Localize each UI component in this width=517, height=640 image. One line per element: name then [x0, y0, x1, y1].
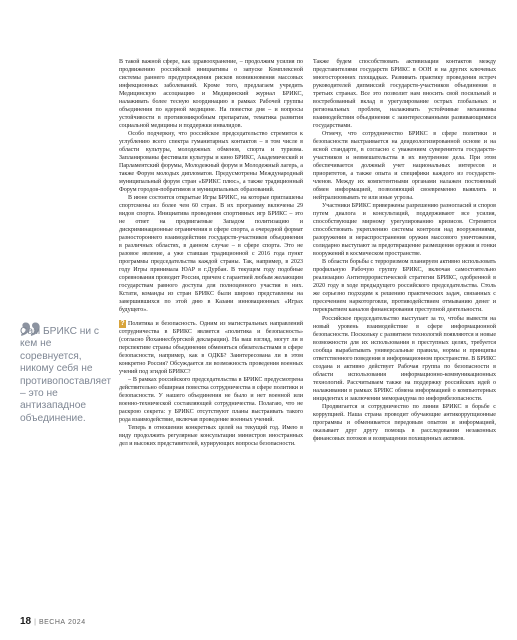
question-badge-icon: ? [120, 319, 125, 327]
article-column-right [313, 58, 496, 443]
page-footer [20, 616, 86, 627]
article-paragraph: В июне состоятся открытые Игры БРИКС, на которые приглашены спортсмены из более чем 60 стран. В их программу включены 29 видов спорта. Инициатива проведения спортивных игр БРИКС – это не ответ на продвигаемые Западом политизацию и дискриминационные ограничения в сфере спорта, а очередной формат разностороннего взаимодействия государств-участников объединения в различных областях, в данном случае – в сфере спорта. Это не разовое явление, а уже ставшая традиционной с 2016 года пункт программы председательства каждой страны. Так, например, в 2023 году Игры принимала ЮАР в г.Дурбан. В текущем году подобные соревнования проводит Россия, причем с гарантией любым желающим государствам равного доступа для полноценного участия в них. Кстати, команды из стран БРИКС были широко представлены на завершившихся по этой дню в Казани инновационных «Играх будущего». [119, 195, 303, 314]
interview-question [119, 320, 303, 376]
issue-label: ВЕСНА 2024 [38, 619, 86, 626]
article-paragraph: Отмечу, что сотрудничество БРИКС в сфере политики и безопасности выстраивается на деидеологизированной основе и на ясной стандарте, в согласно с уважением суверенитета государств-участников и невмешательства в их внутренние дела. При этом обеспечивается должный учет национальных интересов и приоритетов, а также опыта и специфики каждого из государств-членов. Между их компетентными органами налажен постоянный обмен информацией, позволяющий своевременно выявлять и нейтрализовывать те или иные угрозы. [313, 131, 496, 202]
question-text: Политика и безопасность. Одним из магистральных направлений сотрудничества в БРИКС является «политика и безопасность» (согласно Йоханнесбургской декларации). На ваш взгляд, могут ли в перспективе страны объединения обменяться обязательствами в сфере безопасности, например, как в ОДКБ? Заинтересована ли в этом конкретно Россия? Обсуждается ли возможность проведения военных учений под эгидой БРИКС? [119, 320, 303, 375]
article-paragraph: Участники БРИКС привержены разрешению разногласий и споров путем диалога и консультаций, поддерживают все усилия, способствующие мирному урегулированию кризисов. Стремятся способствовать укреплению системы контроля над вооружениями, разоружения и нераспространения оружия массового уничтожения, солидарно выступают за предотвращение размещения оружия и гонки вооружений в космическом пространстве. [313, 203, 496, 258]
article-paragraph: Российское председательство выступает за то, чтобы вывести на новый уровень взаимодействие в сфере информационной безопасности. Поскольку с развитием технологий появляются и новые возможности для их использования в преступных целях, требуется сообща вырабатывать универсальные правила, нормы и принципы ответственного поведения в информационном пространстве. В БРИКС создана и активно действует Рабочая группа по безопасности в области использования информационно-коммуникационных технологий. Рассчитываем также на поддержку российских идей о налаживании в рамках БРИКС обмена информацией о компьютерных инцидентах и заключении меморандума по информбезопасности. [313, 315, 496, 402]
pull-quote-text: Сам БРИКС ни с кем не соревнуется, никому себя не противопоставляет – это не антизападное объединение. [20, 326, 112, 424]
pull-quote [20, 290, 112, 425]
article-paragraph: Продвигается и сотрудничество по линии БРИКС в борьбе с коррупцией. Наша страна проводит обучающие антикоррупционные программы и обменивается передовым опытом и информацией, оказывает друг другу помощь в расследовании незаконных финансовых потоков и возвращении похищенных активов. [313, 403, 496, 442]
article-paragraph: Теперь в отношении конкретных целей на текущий год. Имею в виду продолжить регулярные консультации министров иностранных дел и высоких представителей, курирующих вопросы безопасности. [119, 424, 303, 447]
article-paragraph: Особо подчеркну, что российское председательство стремится к углублению всего спектра гуманитарных контактов – в том числе в области культуры, молодежных обменов, спорта и туризма. Запланированы фестивали культуры и кино БРИКС, Академический и Парламентский форумы, Молодежный форум и Молодежный лагерь, а также Форум молодых дипломатов. Предусмотрены Международный муниципальный форум стран «БРИКС плюс», а также традиционный Форум городов-побратимов и муниципальных образований. [119, 131, 303, 194]
quote-mark-icon: „ [20, 290, 39, 339]
footer-separator: | [34, 619, 36, 626]
article-paragraph: В такой важной сфере, как здравоохранение, – продолжим усилия по продвижению российской инициативы о запуске Комплексной системы раннего предупреждения рисков возникновения массовых инфекционных заболеваний. Кроме того, предлагаем учредить Медицинскую ассоциацию и Медицинский журнал БРИКС, налаживать более тесную координацию в рамках Рабочей группы объединения по ядерной медицине. На повестке дня – и вопросы устойчивости в противомикробным препаратам, тематика развития социальной медицины и поддержки инвалидов. [119, 59, 303, 130]
article-paragraph: В области борьбы с терроризмом планируем активно использовать профильную Рабочую группу БРИКС, включая самостоятельно реализацию Антитеррористической стратегии БРИКС, одобренной в 2020 году в ходе предыдущего российского председательства. Столь же серьезно подходим к решению практических задач, связанных с пресечением наркоторговли, противодействием отмыванию денег и перекрытием каналов финансирования преступной деятельности. [313, 259, 496, 314]
article-paragraph: Также будем способствовать активизации контактов между представителями государств БРИКС в ООН и на других ключевых многосторонних площадках. Развивать практику проведения встреч руководителей дипмиссий государств-участников объединения в третьих странах. Все это позволит нам вносить свой посильный и востребованный вклад в урегулирование острых глобальных и региональных проблем, налаживать устойчивые механизмы взаимодействия объединения с заинтересованными развивающимися государствами. [313, 59, 496, 130]
article-paragraph: – В рамках российского председательства в БРИКС предусмотрена действительно обширная повестка сотрудничества в сфере политики и безопасности. У нашего объединения не было и нет военной или военно-технической составляющей сотрудничества. Полагаю, что не раскрою секрета: у БРИКС отсутствуют планы выстраивать такого рода взаимодействие, включая проведение военных учений. [119, 376, 303, 423]
page-number: 18 [20, 616, 32, 627]
article-column-left [119, 58, 303, 448]
